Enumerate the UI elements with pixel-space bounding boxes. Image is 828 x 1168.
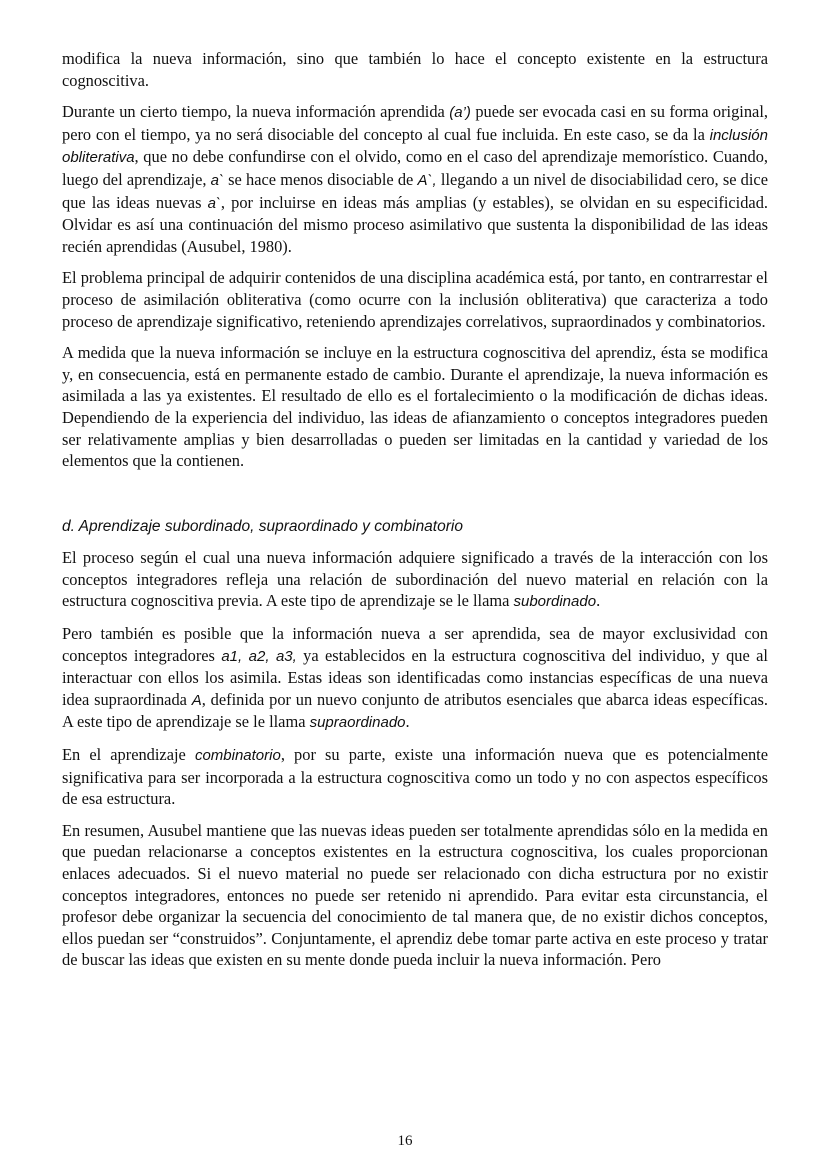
text-run: El problema principal de adquirir contenidos de una disciplina académica está, por tanto, en contrarrestar el proceso de asimilación obliterativa (como ocurre con la inclusión obliterativa) que caracteriza a todo proceso de aprendizaje significativo, reteniendo aprendizajes correlativos, supraordinados y combinatorios. <box>62 268 768 331</box>
text-run: modifica la nueva información, sino que también lo hace el concepto existente en la estructura cognoscitiva. <box>62 49 768 90</box>
text-run: . <box>405 712 410 732</box>
italic-text: subordinado <box>513 593 597 611</box>
paragraph <box>62 547 768 613</box>
text-run: A medida que la nueva información se incluye en la estructura cognoscitiva del aprendiz, ésta se modifica y, en consecuencia, está en permanente estado de cambio. Durante el aprendizaje, la nueva información es asimilada a las ya existentes. El resultado de ello es el fortalecimiento o la modificación de dichas ideas. Dependiendo de la experiencia del individuo, las ideas de afianzamiento o conceptos integradores pueden ser relativamente amplias y bien desarrolladas o pueden ser limitadas en la cantidad y variedad de los elementos que la contienen. <box>62 343 768 471</box>
text-run: , por su parte, existe una información nueva que es potencialmente significativa para ser incorporada a la estructura cognoscitiva como un todo y no con aspectos específicos de esa estructura. <box>62 745 768 809</box>
italic-text: a` <box>207 194 221 212</box>
italic-text: inclusión obliterativa <box>62 126 768 167</box>
text-run: . <box>596 591 601 611</box>
paragraph <box>62 744 768 810</box>
paragraph <box>62 101 768 257</box>
italic-text: supraordinado <box>309 714 406 732</box>
italic-text: a` <box>210 171 224 189</box>
text-run: En resumen, Ausubel mantiene que las nuevas ideas pueden ser totalmente aprendidas sólo en la medida en que puedan relacionarse a conceptos existentes en la estructura cognoscitiva, los cuales proporcionan enlaces adecuados. Si el nuevo material no puede ser relacionado con dicha estructura por no existir conceptos integradores, entonces no puede ser retenido ni aprendido. Para evitar esta circunstancia, el profesor debe organizar la secuencia del conocimiento de tal manera que, de no existir dichos conceptos, ellos puedan ser “construidos”. Conjuntamente, el aprendiz debe tomar parte activa en este proceso y tratar de buscar las ideas que existen en su mente donde pueda incluir la nueva información. Pero <box>62 820 768 970</box>
text-run: ya establecidos en la estructura cognoscitiva del individuo, y que al interactuar con ellos los asimila. Estas ideas son identificadas como instancias específicas de una nueva idea supraordinada <box>62 645 768 709</box>
paragraph <box>62 48 768 91</box>
text-run: puede ser evocada casi en su forma original, pero con el tiempo, ya no será disociable del concepto al cual fue incluida. En este caso, se da la <box>62 102 768 144</box>
italic-text: A <box>191 691 202 709</box>
text-run: , definida por un nuevo conjunto de atributos esenciales que abarca ideas específicas. A este tipo de aprendizaje se le llama <box>62 689 769 732</box>
text-run: Durante un cierto tiempo, la nueva información aprendida <box>62 102 450 122</box>
page-number: 16 <box>397 1133 413 1149</box>
italic-text: combinatorio <box>194 747 281 765</box>
paragraph <box>62 623 768 734</box>
italic-text: (a’) <box>449 104 471 122</box>
italic-text: a1, a2, a3, <box>221 647 297 665</box>
paragraph <box>62 267 768 332</box>
text-run: llegando a un nivel de disociabilidad cero, se dice que las ideas nuevas <box>62 169 768 212</box>
italic-text: A`, <box>417 171 437 189</box>
text-run: d. Aprendizaje subordinado, supraordinado y combinatorio <box>62 517 463 535</box>
text-run: se hace menos disociable de <box>223 169 418 189</box>
text-run: , por incluirse en ideas más amplias (y estables), se olvidan en su especificidad. Olvidar es así una continuación del mismo proceso asimilativo que sustenta la disponibilidad de las ideas recién aprendidas (Ausubel, 1980). <box>62 192 768 256</box>
text-run: El proceso según el cual una nueva información adquiere significado a través de la interacción con los conceptos integradores refleja una relación de subordinación del nuevo material en relación con la estructura cognoscitiva previa. A este tipo de aprendizaje se le llama <box>62 548 768 611</box>
paragraph <box>62 342 768 472</box>
text-run: Pero también es posible que la información nueva a ser aprendida, sea de mayor exclusividad con conceptos integradores <box>62 624 768 665</box>
text-run: , que no debe confundirse con el olvido, como en el caso del aprendizaje memorístico. Cuando, luego del aprendizaje, <box>62 147 768 189</box>
section-heading <box>62 516 768 538</box>
text-run: En el aprendizaje <box>62 745 195 765</box>
paragraph <box>62 820 768 971</box>
document-body <box>62 48 768 981</box>
